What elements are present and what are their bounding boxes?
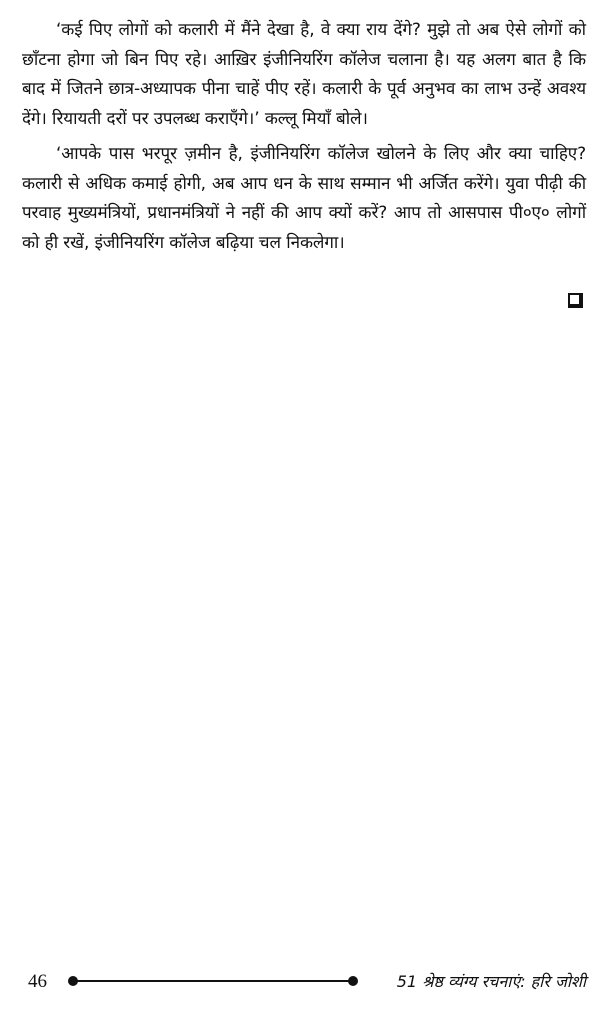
page-footer <box>22 968 586 998</box>
footer-rule <box>72 980 352 982</box>
running-title: 51 श्रेष्ठ व्यंग्य रचनाएं: हरि जोशी <box>396 972 586 991</box>
paragraph-2: ‘आपके पास भरपूर ज़मीन है, इंजीनियरिंग कॉलेज खोलने के लिए और क्या चाहिए? कलारी से अधिक कमाई होगी, अब आप धन के साथ सम्मान भी अर्जित करेंगे। युवा पीढ़ी की परवाह मुख्यमंत्रियों, प्रधानमंत्रियों ने नहीं की आप क्यों करें? आप तो आसपास पी०ए० लोगों को ही रखें, इंजीनियरिंग कॉलेज बढ़िया चल निकलेगा। <box>22 144 586 253</box>
paragraph-1: ‘कई पिए लोगों को कलारी में मैंने देखा है, वे क्या राय देंगे? मुझे तो अब ऐसे लोगों को छाँटना होगा जो बिन पिए रहे। आख़िर इंजीनियरिंग कॉलेज चलाना है। यह अलग बात है कि बाद में जितने छात्र-अध्यापक पीना चाहें पीए रहें। कलारी के पूर्व अनुभव का लाभ उन्हें अवश्य देंगे। रियायती दरों पर उपलब्ध कराएँगे।’ कल्लू मियाँ बोले। <box>22 20 586 129</box>
footer-rule-dot-right <box>348 976 358 986</box>
page-number: 46 <box>28 971 47 992</box>
body-text <box>22 16 586 264</box>
end-of-section-square-icon <box>568 293 583 308</box>
